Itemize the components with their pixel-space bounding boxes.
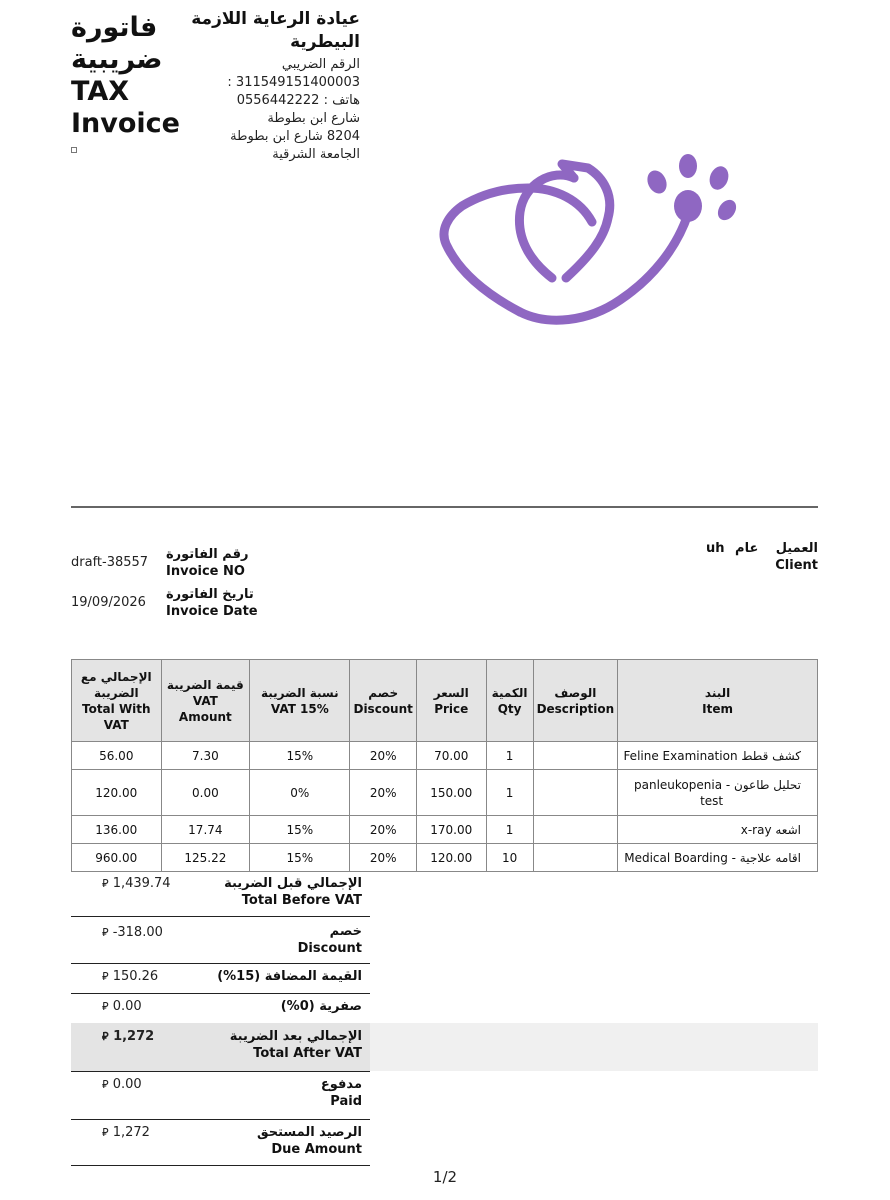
due-amount-row [71, 1119, 370, 1166]
paid-row [71, 1071, 370, 1120]
total-before-vat-row [71, 870, 370, 917]
table-row [72, 816, 818, 844]
cell-price: 120.00 [416, 844, 486, 872]
total-after-vat-value: ⃁ 1,272 [102, 1029, 155, 1044]
total-after-vat-label: الإجمالي بعد الضريبة Total After VAT [229, 1029, 362, 1061]
riyal-symbol-icon: ⃁ [102, 1126, 109, 1139]
cell-total: 960.00 [72, 844, 162, 872]
due-amount-label: الرصيد المستحق Due Amount [256, 1125, 362, 1157]
cell-qty: 1 [486, 770, 533, 816]
title-english-line-2: Invoice [71, 108, 180, 139]
invoice-number-label: رقم الفاتورة Invoice NO [166, 547, 249, 579]
header-vat-rate: نسبة الضريبة VAT 15% [250, 660, 350, 742]
cell-price: 70.00 [416, 742, 486, 770]
cell-vat-amount: 125.22 [161, 844, 250, 872]
cell-price: 150.00 [416, 770, 486, 816]
cell-vat-rate: 15% [250, 816, 350, 844]
cell-vat-amount: 0.00 [161, 770, 250, 816]
company-info [180, 8, 360, 164]
cell-price: 170.00 [416, 816, 486, 844]
tax-number: 311549151400003 : [227, 75, 360, 90]
invoice-date-label: تاريخ الفاتورة Invoice Date [166, 587, 258, 619]
invoice-number: draft-38557 [71, 555, 149, 570]
invoice-title [71, 12, 180, 140]
table-header-row [72, 660, 818, 742]
header-price: السعر Price [416, 660, 486, 742]
cell-discount: 20% [350, 844, 416, 872]
page-number: 1/2 [432, 1168, 458, 1186]
cell-discount: 20% [350, 770, 416, 816]
vat-15-value: ⃁ 150.26 [102, 969, 159, 984]
header-description: الوصف Description [533, 660, 618, 742]
cell-qty: 10 [486, 844, 533, 872]
cell-vat-amount: 17.74 [161, 816, 250, 844]
cell-qty: 1 [486, 816, 533, 844]
cell-total: 120.00 [72, 770, 162, 816]
zero-rated-row [71, 993, 370, 1024]
header-vat-amount: قيمة الضريبة VAT Amount [161, 660, 250, 742]
due-amount-value: ⃁ 1,272 [102, 1125, 150, 1140]
phone-number: هاتف : 0556442222 [236, 93, 360, 108]
paid-label: مدفوع Paid [320, 1077, 362, 1109]
cell-item: كشف قطط Feline Examination [618, 742, 818, 770]
pet-paw-logo-icon [430, 145, 750, 335]
cell-vat-rate: 15% [250, 742, 350, 770]
discount-total-value: ⃁ -318.00 [102, 925, 163, 940]
riyal-symbol-icon: ⃁ [102, 970, 109, 983]
client-value: uh عام [706, 541, 759, 556]
address-line-2: 8204 شارع ابن بطوطة [230, 129, 360, 144]
total-after-vat-row [71, 1023, 370, 1072]
invoice-date: 19/09/2026 [71, 595, 146, 610]
checkbox-marker [71, 147, 77, 153]
vat-15-label: القيمة المضافة (15%) [217, 969, 362, 984]
header-item: البند Item [618, 660, 818, 742]
riyal-symbol-icon: ⃁ [102, 1078, 109, 1091]
table-row [72, 844, 818, 872]
cell-description [533, 816, 618, 844]
total-after-vat-shade [370, 1023, 818, 1071]
cell-discount: 20% [350, 816, 416, 844]
cell-vat-rate: 0% [250, 770, 350, 816]
table-row [72, 742, 818, 770]
header-divider [71, 506, 818, 508]
cell-qty: 1 [486, 742, 533, 770]
cell-description [533, 844, 618, 872]
cell-item: اقامه علاجية - Medical Boarding [618, 844, 818, 872]
cell-vat-rate: 15% [250, 844, 350, 872]
cell-total: 56.00 [72, 742, 162, 770]
title-english-line-1: TAX [71, 76, 130, 107]
riyal-symbol-icon: ⃁ [102, 877, 109, 890]
title-arabic-line-1: فاتورة [71, 12, 158, 43]
paid-value: ⃁ 0.00 [102, 1077, 142, 1092]
client-label: العميل Client [775, 541, 818, 573]
total-before-vat-value: ⃁ 1,439.74 [102, 876, 171, 891]
total-before-vat-label: الإجمالي قبل الضريبة Total Before VAT [224, 876, 362, 908]
discount-total-label: خصم Discount [297, 924, 362, 956]
riyal-symbol-icon: ⃁ [102, 926, 109, 939]
cell-item: تحليل طاعون - panleukopenia test [618, 770, 818, 816]
table-row [72, 770, 818, 816]
cell-item: اشعه x-ray [618, 816, 818, 844]
cell-description [533, 770, 618, 816]
discount-total-row [71, 916, 370, 964]
tax-number-label: الرقم الضريبي [281, 57, 360, 72]
header-qty: الكمية Qty [486, 660, 533, 742]
title-arabic-line-2: ضريبية [71, 44, 163, 75]
cell-discount: 20% [350, 742, 416, 770]
address-line-3: الجامعة الشرقية [272, 147, 360, 162]
invoice-items-table [71, 659, 818, 872]
zero-rated-value: ⃁ 0.00 [102, 999, 142, 1014]
address-line-1: شارع ابن بطوطة [267, 111, 360, 126]
riyal-symbol-icon: ⃁ [102, 1000, 109, 1013]
cell-total: 136.00 [72, 816, 162, 844]
company-name: عيادة الرعاية اللازمة البيطرية [191, 9, 360, 52]
header-total-with-vat: الإجمالي مع الضريبة Total With VAT [72, 660, 162, 742]
cell-vat-amount: 7.30 [161, 742, 250, 770]
cell-description [533, 742, 618, 770]
header-discount: خصم Discount [350, 660, 416, 742]
riyal-symbol-icon: ⃁ [102, 1030, 109, 1043]
zero-rated-label: صفرية (0%) [280, 999, 362, 1014]
vat-15-row [71, 963, 370, 994]
